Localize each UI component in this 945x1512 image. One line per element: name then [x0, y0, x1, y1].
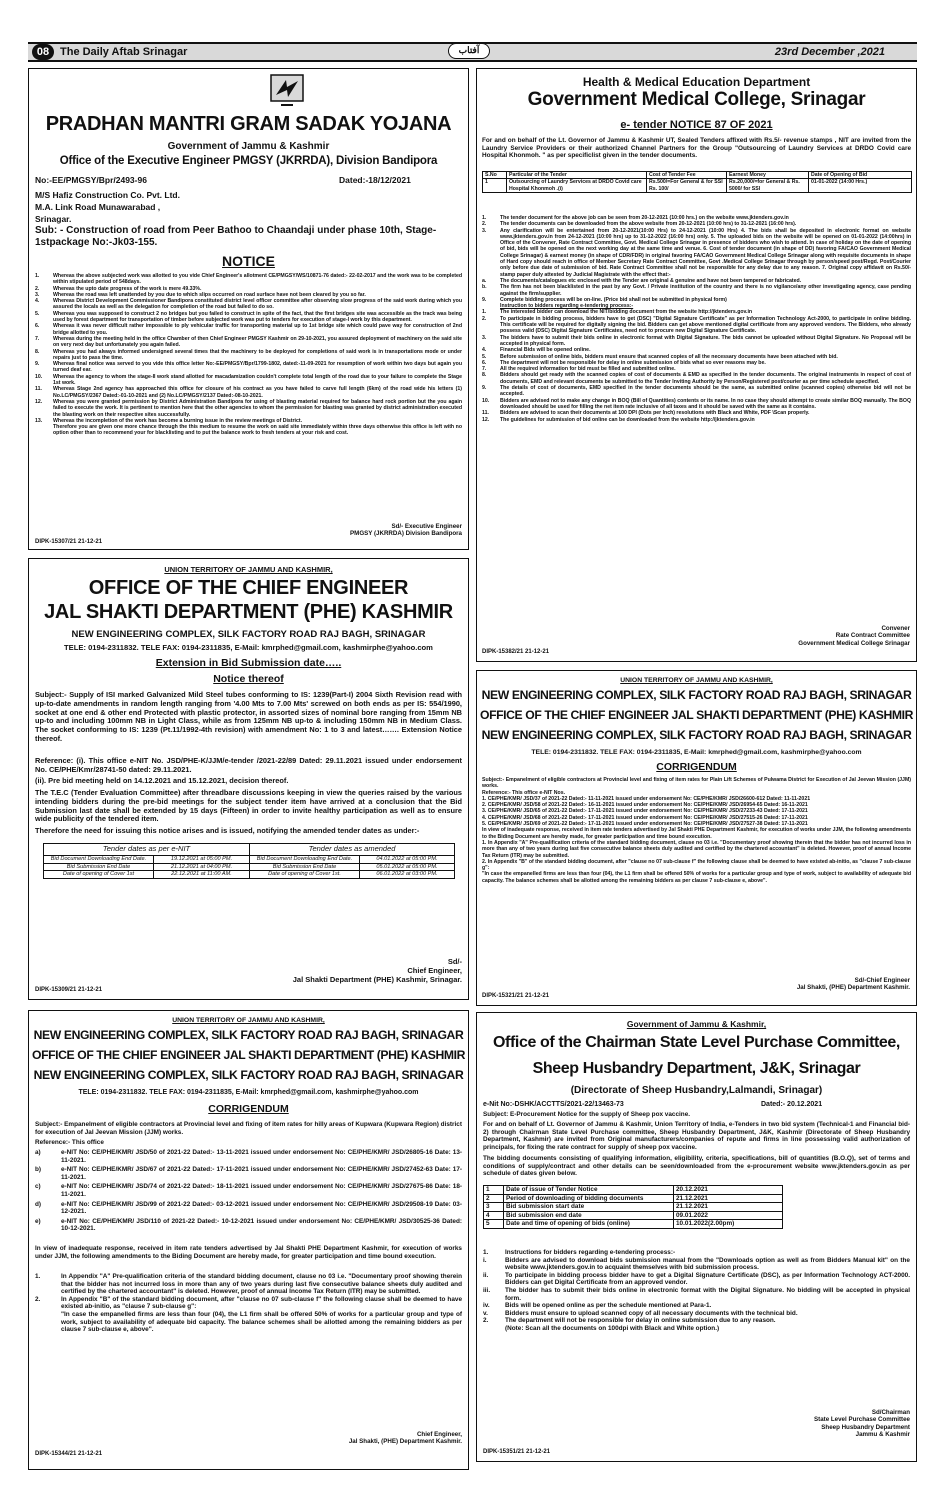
list-item: 13. Whereas the incompletion of the work has become a burning issue in the review meetings of District.	[35, 417, 303, 424]
sheep-title-2: Sheep Husbandry Department, J&K, Srinagar	[532, 1060, 861, 1077]
paragraph: 2. In Appendix "B" of the standard bidding document, after "clause no 07 sub-clause f" the following clause shall be deemed to have existed ab-initio, as "clause 7 sub-clause g":	[482, 858, 911, 872]
pmgsy-office: Office of the Executive Engineer PMGSY (JKRRDA), Division Bandipora	[59, 155, 438, 167]
gmc-intro: For and on behalf of the Lt. Governor of Jammu & Kashmir UT, Sealed Tenders affixed with Rs.5/- revenue stamps , NIT are invited from the Laundry Service Providers or their authorized Channel Partners for the Group "Outsourcing of Laundry Services at DRDO Covid care Hospital Khonmoh. " as per specificlist given in the tender documents.	[482, 137, 911, 160]
phe-signature	[293, 957, 462, 984]
list-item: 12. Whereas you were granted permission by District Administration Bandipora for using of blasting material required for balance hard rock portion but the you again failed to execute the work. It is pertinent to mention here that the other agencies to whom the permission for blasting was granted by district administration executed the blasting work on their respective sites successfully.	[35, 398, 462, 418]
kupwara-heading: CORRIGENDUM	[208, 1103, 289, 1115]
list-item: c) e-NIT No: CE/PHE/KMR/ JSD/74 of 2021-22 Dated:- 18-11-2021 issued under endorsement No: CE/PHE/KMR/ JSD/27675-86 Date: 18-11-2021.	[35, 1183, 462, 1198]
list-item: 9. Whereas final notice was served to you vide this office letter No:-EE/PMGSY/Bpr/1799-1802, dated:-11-09-2021 for resumption of work within two days but again you turned deaf ear.	[35, 361, 462, 374]
list-item: 2. Whereas the upto date progress of the work is mere 49.33%.	[35, 285, 202, 292]
table-row: 1 Date of issue of Tender Notice 20.12.2021	[484, 1186, 783, 1195]
kupwara-ut: UNION TERRITORY OF JAMMU AND KASHMIR,	[172, 1017, 325, 1024]
table-header: Tender dates as amended	[250, 844, 455, 856]
signature-line: Sd/- Executive Engineer	[391, 523, 462, 530]
list-item: Therefore you are given one more chance through the this medium to resume the work on said site immediately within three days otherwise this office is left with no option other than to recommend your for blacklisting and to put the balance work to fresh tenders at your risk and cost.	[53, 424, 462, 437]
sheep-intro-2: The bidding documents consisting of qualifying information, eligibility, criteria, specifications, bill of quantities (B.O.Q), set of terms and conditions of supply/contract and other details can be seen/downloaded from the e-procurement website www.jktenders.gov.in as per schedule of dates given below.	[483, 1155, 910, 1178]
list-item: Instruction to bidders regarding e-tendering process:-	[500, 303, 634, 310]
phe-dates-table	[43, 843, 455, 879]
phe-reference-ii: (ii). Pre bid meeting held on 14.12.2021 and 15.12.2021, decision thereof.	[35, 776, 289, 785]
kupwara-tele: TELE: 0194-2311832. TELE FAX: 0194-2311835, E-Mail: kmrphed@gmail.com, kashmirphe@yahoo.com	[78, 1089, 419, 1096]
pmgsy-logo-icon	[269, 73, 305, 109]
pmgsy-signature	[350, 523, 462, 538]
sheep-intro: For and on behalf of Lt. Governor of Jammu & Kashmir, Union Territory of India, e-Tenders in two bid system (Technical-1 and Financial bid-2) through Chairman State Level Purchase committee, Sheep Husbandry Department, J&K, Kashmir (Directorate of Sheep Husbandry Department, Kashmir) are invited from Original manufacturers/companies of repute and firms in line possessing valid authorization of principals, for fixing the rate contract for supply of sheep pox vaccine.	[483, 1121, 910, 1151]
list-item: 10. Whereas the agency to whom the stage-II work stand allotted for macadamization couldn't complete total length of the road due to your failure to complete the Stage 1st work.	[35, 373, 462, 387]
phe-tele: TELE: 0194-2311832. TELE FAX: 0194-2311835, E-Mail: kmrphed@gmail.com, kashmirphe@yahoo.com	[64, 643, 433, 652]
pulwama-signature	[797, 977, 910, 992]
signature-line: PMGSY (JKRRDA) Division Bandipora	[350, 530, 462, 538]
signature-line: Convener	[881, 625, 910, 632]
signature-line: Chief Engineer,	[416, 1431, 462, 1438]
table-row: 3 Bid submission start date 21.12.2021	[484, 1203, 783, 1212]
pmgsy-ref-date: Dated:-18/12/2021	[339, 175, 411, 185]
table-row: Bid Document Downloading End Date. 19.12.2021 at 05:00 PM. Bid Document Downloading End Date. 04.01.2022 at 05:00 PM.	[44, 855, 455, 863]
list-item: 3. Whereas the road was left unattended by you due to which slips occurred on road surface have not been cleared by you so far.	[35, 291, 366, 298]
sheep-nit-date: Dated:- 20.12.2021	[761, 1101, 823, 1108]
list-item: a. The documents/catalogues etc enclosed with the Tender are original & genuine and have not been tampered or fabricated.	[482, 277, 802, 284]
issue-date: 23rd December ,2021	[774, 46, 885, 58]
pmgsy-subject: Sub: - Construction of road from Peer Bathoo to Chaandaji under phase 10th, Stage-1stpackage No:-Jk03-155.	[35, 225, 437, 248]
pmgsy-notice	[28, 68, 469, 550]
pmgsy-dipk: DIPK-15307/21 21-12-21	[35, 539, 103, 545]
pmgsy-address-line: M/S Hafiz Construction Co. Pvt. Ltd.	[35, 190, 180, 200]
pulwama-ref: Reference:- This office e-NIT Nos.	[482, 789, 566, 796]
gmc-dipk: DIPK-15382/21 21-12-21	[482, 649, 550, 655]
phe-extension-notice	[28, 558, 469, 1000]
sheep-items	[483, 1249, 910, 1333]
signature-line: Rate Contract Committee	[835, 632, 910, 640]
sheep-govt: Government of Jammu & Kashmir,	[626, 1019, 767, 1029]
table-row: Date of opening of Cover 1st 22.12.2021 at 11:00 AM. Date of opening of Cover 1st. 06.01.2022 at 03:00 PM.	[44, 871, 455, 879]
pmgsy-address-line: Srinagar.	[35, 214, 72, 224]
list-item: 10. Bidders are advised not to make any change in BOQ (Bill of Quantities) contents or its name. In no case they should attempt to create similar BOQ manually. The BOQ downloaded should be used for filling the net item rate inclusive of all taxes and it should be saved with the same as it contains.	[482, 397, 911, 410]
list-item: 2. In Appendix "B" of the standard bidding document, after "clause no 07 sub-clause f" the following clause shall be deemed to have existed ab-initio, as "clause 7 sub-clause g":	[35, 1295, 462, 1311]
signature-line: Jal Shakti, (PHE) Department Kashmir.	[348, 1438, 462, 1446]
pmgsy-items	[35, 273, 462, 437]
list-item: 1. The interested bidder can download the NIT/bidding document from the website http://jktenders.gov.in	[482, 309, 753, 316]
sheep-schedule-table	[483, 1185, 783, 1229]
list-item: 3. The bidders have to submit their bids online in electronic format with Digital Signature. The bids cannot be uploaded without Digital Signature. No Proposal will be accepted in physical form.	[482, 334, 911, 347]
newspaper-logo: آفتاب	[448, 43, 490, 59]
list-item: a) e-NIT No: CE/PHE/KMR/ JSD/50 of 2021-22 Dated:- 13-11-2021 issued under endorsement No: CE/PHE/KMR/ JSD/26805-16 Date: 13-11-2021.	[35, 1149, 462, 1164]
pulwama-subject: Subject:- Empanelment of eligible contractors at Provincial level and fixing of item rates for Plain Lift Schemes of Pulwama District for Execution of Jal Jeevan Mission (JJM) works.	[482, 777, 911, 790]
list-item: (Note: Scan all the documents on 100dpi with Black and White option.)	[505, 1324, 720, 1332]
pulwama-line-1: NEW ENGINEERING COMPLEX, SILK FACTORY ROAD RAJ BAGH, SRINAGAR	[481, 688, 912, 702]
sheep-dipk: DIPK-15351/21 21-12-21	[483, 1449, 551, 1455]
list-item: 4. Financial Bids will be opened online.	[482, 347, 591, 354]
signature-line: Jal Shakti, (PHE) Department Kashmir.	[796, 984, 910, 992]
phe-reference: Reference: (i). This office e-NIT No. JSD/PHE-K/JJM/e-tender /2021-22/89 Dated: 29.11.2021 issued under endorsement No. CE/PHE/Kmr/28741-50 dated: 29.11.2021.	[35, 756, 462, 774]
phe-title-1: OFFICE OF THE CHIEF ENGINEER	[88, 577, 409, 599]
signature-line: Sd/-Chief Engineer	[854, 977, 910, 984]
list-item: 9. The details of cost of documents, EMD specified in the tender documents should be the same, as submitted online (scanned copies) otherwise bid will not be accepted.	[482, 385, 911, 398]
corrigendum-pulwama	[476, 670, 917, 1006]
list-item: 7. All the required information for bid must be filled and submitted online.	[482, 366, 676, 373]
kupwara-ref: Reference:- This office	[35, 1139, 104, 1146]
corrigendum-kupwara	[28, 1010, 469, 1470]
sheep-nit-no: e-Nit No:-DSHK/ACCTTS/2021-22/13463-73	[483, 1101, 624, 1108]
list-item: 4. Whereas District Development Commissioner Bandipora constituted district level officer committee after observing slow progress of the said work during which you assured the locals as well as the delegation for completion of the road but failed to do so.	[35, 298, 462, 311]
phe-ut: UNION TERRITORY OF JAMMU AND KASHMIR,	[164, 565, 333, 574]
pmgsy-notice-heading: NOTICE	[222, 253, 275, 269]
sheep-subject: Subject: E-Procurement Notice for the supply of Sheep pox vaccine.	[483, 1111, 691, 1118]
list-item: 8. Bidders should get ready with the scanned copies of cost of documents & EMD as specified in the tender documents. The original instruments in respect of cost of documents, EMD and relevant documents be submitted to the Tender Inviting Authority by Person/Registered post/courier as per time schedule specified.	[482, 372, 911, 385]
list-item: 2. To participate in bidding process, bidders have to get (DSC) "Digital Signature Certificate" as per Information Technology Act-2000, to participate in online bidding. This certificate will be required for digitally signing the bid. Bidders can get above mentioned digital certificate from any approved vendors. The Bidders, who already possess valid (DSC) Digital Signature Certificates, need not to procure new Digital Signature Certificate.	[482, 315, 911, 335]
signature-line: Jammu & Kashmir	[855, 1431, 910, 1439]
gmc-title: Government Medical College, Srinagar	[527, 89, 866, 110]
kupwara-signature	[349, 1431, 462, 1446]
list-item: i. Bidders are advised to download bids submission manual from the "Downloads option as well as from Bidders Manual kit" on the website www.jktenders.gov.in to acquaint themselves with bid submission process.	[483, 1256, 910, 1272]
phe-dipk: DIPK-15309/21 21-12-21	[35, 987, 103, 993]
gmc-signature	[798, 625, 910, 647]
table-row: S.No Particular of the Tender Cost of Tender Fee Earnest Money Date of Opening of Bid	[483, 172, 912, 179]
phe-therefore: Therefore the need for issuing this notice arises and is issued, notifying the amended tender dates as under:-	[35, 826, 420, 835]
kupwara-body: In view of inadequate response, received in item rate tenders advertised by Jal Shakti PHE Department Kashmir, for execution of works under JJM, the following amendments to the Biding Document are hereby made, for greater participation and time bound execution.	[35, 1245, 462, 1260]
list-item: 8. Whereas you had always informed undersigned several times that the machinery to be deployed for completions of said work is in transportations mode or under repairs just to pass the time.	[35, 348, 462, 361]
phe-address: NEW ENGINEERING COMPLEX, SILK FACTORY ROAD RAJ BAGH, SRINAGAR	[71, 629, 426, 640]
list-item: 1. CE/PHE/KMR/ JSD/37 of 2021-22 Dated:- 11-11-2021 issued under endorsement No: CE/PHE/KMR/ JSD/26600-612 Dated: 11-11-2021	[482, 795, 811, 802]
list-item: 2. The tender documents can be downloaded from the above website from 20-12-2021 (10:00 hrs) to 31-12-2021 (16:00 hrs).	[482, 221, 797, 228]
pulwama-ut: UNION TERRITORY OF JAMMU AND KASHMIR,	[620, 677, 773, 684]
list-item: 11. Whereas Stage 2nd agency has approached this office for closure of his contract as you have failed to carve full length (6km) of the road wide his letters (1) No.LC/PMGSY/2367 Dated:-01-10-2021 and (2) No.LC/PMGSY/2137 Dated:-08-10-2021.	[35, 386, 462, 399]
list-item: b) e-NIT No: CE/PHE/KMR/ JSD/67 of 2021-22 Dated:- 17-11-2021 issued under endorsement No: CE/PHE/KMR/ JSD/27452-63 Date: 17-11-2021.	[35, 1166, 462, 1181]
pmgsy-title: PRADHAN MANTRI GRAM SADAK YOJANA	[45, 113, 452, 135]
list-item: 7. Whereas during the meeting held in the office Chamber of then Chief Engineer PMGSY Kashmir on 29-10-2021, you assured deployment of machinery on the said site on very next day but unfortunately you again failed.	[35, 335, 462, 349]
signature-line: Government Medical College Srinagar	[798, 639, 910, 647]
sheep-title-1: Office of the Chairman State Level Purchase Committee,	[493, 1034, 900, 1051]
list-item: 6. The department will not be responsible for delay in online submission of bids what so ever reasons may be.	[482, 359, 766, 366]
list-item: v. Bidders must ensure to upload scanned copy of all necessary documents with the technical bid.	[483, 1309, 798, 1317]
list-item: 2. CE/PHE/KMR/ JSD/58 of 2021-22 Dated:- 16-11-2021 issued under endorsement No: CE/PHE/KMR/ JSD/26954-65 Dated: 16-11-2021	[482, 802, 808, 809]
list-item: iv. Bids will be opened online as per the schedule mentioned at Para-1.	[483, 1302, 712, 1310]
table-row: 5 Date and time of opening of bids (online) 10.01.2022(2.00pm)	[484, 1220, 783, 1229]
phe-title-2: JAL SHAKTI DEPARTMENT (PHE) KASHMIR	[44, 601, 453, 623]
pulwama-heading: CORRIGENDUM	[656, 761, 737, 773]
list-item: iii. The bidder has to submit their bids online in electronic format with the Digital Signature. No bidding will be accepted in physical form.	[483, 1286, 910, 1302]
pmgsy-address-line: M.A. Link Road Munawarabad ,	[35, 202, 161, 212]
gmc-dept: Health & Medical Education Department	[582, 75, 811, 89]
signature-line: State Level Purchase Committee	[814, 1416, 910, 1424]
list-item: 5. Before submission of online bids, bidders must ensure that scanned copies of all the necessary documents have been attached with bid.	[482, 353, 838, 360]
signature-line: Sd/-	[447, 957, 462, 966]
list-item: 3. CE/PHE/KMR/ JSD/65 of 2021-22 Dated:- 17-11-2021 issued under endorsement No: CE/PHE/KMR/ JSD/27233-43 Dated: 17-11-2021	[482, 808, 808, 815]
list-item: 5. CE/PHE/KMR/ JSD/69 of 2021-22 Dated:- 17-11-2021 issued under endorsement No: CE/PHE/KMR/ JSD/27527-38 Dated: 17-11-2021	[482, 821, 808, 828]
list-item: 11. Bidders are advised to scan their documents at 100 DPI (Dots per Inch) resolutions with Black and White, PDF \Scan properly.	[482, 410, 810, 417]
gmc-table	[482, 171, 912, 193]
table-row: Bid Submission End Date 21.12.2021 at 04:00 PM. Bid Submission End Date 05.01.2022 at 05:00 PM.	[44, 863, 455, 871]
list-item: 1. Whereas the above subjected work was allotted to you vide Chief Engineer's allotment CE/PMGSY/WS/10871-76 dated:- 22-02-2017 and the work was to be completed within stipulated period of 548days.	[35, 273, 462, 286]
kupwara-subject: Subject:- Empanelment of eligible contractors at Provincial level and fixing of item rates for hilly areas of Kupwara (Kupwara Region) district for execution of Jal Jeevan Mission (JJM) works.	[35, 1121, 462, 1136]
table-row: 4 Bid submission end date 09.01.2022	[484, 1211, 783, 1220]
pulwama-line-2: OFFICE OF THE CHIEF ENGINEER JAL SHAKTI DEPARTMENT (PHE) KASHMIR	[479, 708, 914, 722]
pulwama-body	[482, 777, 911, 884]
signature-line: Chief Engineer,	[407, 966, 462, 975]
phe-notice-heading: Notice thereof	[213, 673, 284, 685]
phe-extension-heading: Extension in Bid Submission date…..	[155, 657, 342, 669]
page-number: 08	[32, 44, 54, 60]
list-item: 4. CE/PHE/KMR/ JSD/68 of 2021-22 Dated:- 17-11-2021 issued under endorsement No: CE/PHE/KMR/ JSD/27515-26 Dated: 17-11-2021	[482, 814, 808, 821]
phe-subject: Subject:- Supply of ISI marked Galvanized Mild Steel tubes conforming to IS: 1239(Part-I) 2004 Sixth Revision read with up-to-date amendments in random length ranging from '4.00 Mts to 7.00 Mts' screwed on both ends as per IS: 554/1990, socket at one end & other end Protected with plastic protector, in assorted sizes of nominal bore ranging from 15mm NB up-to and including 100mm NB in Light Class, while as from 125mm NB up-to & including 150mm NB in Medium Class. The socket conforming to IS: 1239 (Pt.11/1992-4th revision) with amendment No: 1 to 3 and latest……. Extension Notice thereof.	[35, 690, 462, 743]
signature-line: Jal Shakti Department (PHE) Kashmir, Srinagar.	[292, 975, 462, 984]
newspaper-name: The Daily Aftab Srinagar	[60, 46, 188, 58]
sheep-signature	[814, 1409, 910, 1439]
kupwara-refs	[35, 1149, 462, 1235]
kupwara-line-3: NEW ENGINEERING COMPLEX, SILK FACTORY ROAD RAJ BAGH, SRINAGAR	[33, 1068, 464, 1082]
list-item: "In case the empanelled firms are less than four (04), the L1 firm shall be offered 50% of works for a particular group and type of work, subject to availability of adequate bid capacity. The balance schemes shall be allotted among the remaining bidders as per clause 7 sub-clause e, above".	[61, 1310, 462, 1334]
list-item: 1. Instructions for bidders regarding e-tendering process:-	[483, 1249, 676, 1256]
list-item: 3. Any clarification will be entertained from 20-12-2021(10:00 Hrs) to 24-12-2021 (10:00 Hrs) 4. The bids shall be deposited in electronic format on website www.jktenders.gov.in from 24-12-2021 (10:00 hrs) up to 31-12-2022 (16:00 hrs) only. 5. The uploaded bids on the website will be opened on 01-01-2022 (14:00hrs) in Office of the Convener, Rate Contract Committee, Govt. Medical College Srinagar in presence of bidders who wish to attend. In case of holiday on the date of opening of bid, bids will be opened on the next working day at the same time and venue. 6. Cost of tender document (in shape of DD) favoring FA/CAO Government Medical College Srinagar) & earnest money (in shape of CDR/FDR) in original favoring FA/CAO Government Medical College Srinagar along with requisite documents in shape of Hard copy should reach in office of Member Secretary Rate Contract Committee, Govt .Medical College Srinagar through by person/speed post/Regd. Post/Courier only before due date of submission of bid. Rate Contract Committee shall not be responsible for any delay due to any reason. 7. Original copy affidavit on Rs.50/- stamp paper duly attested by Judicial Magistrate with the effect that:-	[482, 227, 911, 278]
pmgsy-ref-no: No:-EE/PMGSY/Bpr/2493-96	[35, 175, 147, 185]
pulwama-line-3: NEW ENGINEERING COMPLEX, SILK FACTORY ROAD RAJ BAGH, SRINAGAR	[481, 728, 912, 742]
list-item: 6. Whereas it was never difficult rather impossible to ply vehicular traffic for transporting material up to 1st bridge site which could pave way for construction of 2nd bridge allotted to you.	[35, 323, 462, 336]
gmc-tender	[476, 68, 917, 662]
list-item: 5. Whereas you was supposed to construct 2 no bridges but you failed to construct in spite of the fact, that the first bridges site was accessible as the track was being used by forest department for transportation of timber before subjected work was put to tenders for execution of stage-I work by this department.	[35, 310, 462, 324]
sheep-husbandry-tender	[476, 1012, 917, 1462]
list-item: d) e-NIT No: CE/PHE/KMR/ JSD/99 of 2021-22 Dated:- 03-12-2021 issued under endorsement No: CE/PHE/KMR/ JSD/29508-19 Date: 03-12-2021.	[35, 1200, 462, 1216]
pmgsy-address	[35, 189, 180, 225]
list-item: 1. In Appendix "A" Pre-qualification criteria of the standard bidding document, clause no 03 i.e. "Documentary proof showing therein that the bidder has not incurred loss in more than any of two years during last five consecutive balance sheets duly audited and certified by the chartered accountant" is deleted. However, proof of annual Income Tax Return (ITR) may be submitted.	[35, 1273, 462, 1296]
table-header: Tender dates as per e-NIT	[44, 844, 250, 856]
list-item: b. The firm has not been blacklisted in the past by any Govt. / Private institution of the country and there is no vigilance/any other investigating agency, case pending against the firm/supplier.	[482, 284, 911, 297]
list-item: 1. The tender document for the above job can be seen from 20-12-2021 (10:00 hrs.) on the website www.jktenders.gov.in	[482, 215, 789, 221]
list-item: 9. Complete bidding process will be on-line. (Price bid shall not be submitted in physical form)	[482, 296, 727, 303]
table-row	[44, 844, 455, 856]
phe-body: The T.E.C (Tender Evaluation Committee) after threadbare discussions keeping in view the queries raised by the various intending bidders during the pre-bid meetings for the subject tender item have arrived at a conclusion that the Bid Submission last date shall be extended by 15 days (Fifteen) in order to invite healthy participation as well as to ensure wide publicity of the tendered item.	[35, 788, 462, 824]
table-row: 2 Period of downloading of bidding documents 21.12.2021	[484, 1194, 783, 1203]
list-item: ii. To participate in bidding process bidder have to get a Digital Signature Certificate (DSC), as per Information Technology ACT-2000. Bidders can get Digital Certificate from an approved vendor.	[483, 1271, 910, 1287]
paragraph: In view of inadequate response, received in item rate tenders advertised by Jal Shakti PHE Department Kashmir, for execution of works under JJM, the following amendments to the Biding Document are hereby made, for greater participation and time bound execution.	[482, 827, 911, 840]
gmc-items	[482, 215, 911, 423]
paragraph: 1. In Appendix "A" Pre-qualification criteria of the standard bidding document, clause no 03 i.e. "Documentary proof showing therein that the bidder has not incurred loss in more than any of two years during last five consecutive balance sheets duly audited and certified by the chartered accountant" is deleted. However, proof of annual Income Tax Return (ITR) may be submitted.	[482, 839, 911, 859]
kupwara-line-2: OFFICE OF THE CHIEF ENGINEER JAL SHAKTI DEPARTMENT (PHE) KASHMIR	[31, 1048, 466, 1062]
paragraph: "In case the empanelled firms are less than four (04), the L1 firm shall be offered 50% of works for a particular group and type of work, subject to availability of adequate bid capacity. The balance schemes shall be allotted among the remaining bidders as per clause 7 sub-clause e, above".	[482, 871, 911, 884]
list-item: e) e-NIT No: CE/PHE/KMR/ JSD/110 of 2021-22 Dated:- 10-12-2021 issued under endorsement No: CE/PHE/KMR/ JSD/30525-36 Dated: 10-12-2021.	[35, 1217, 462, 1233]
table-row: 1 Outsourcing of Laundry Services at DRDO Covid care Hospital Khonmoh .(i) Rs.500/=For General & for SSI Rs. 100/ Rs.20,000/=for General & Rs. 5000/ for SSI 01-01-2022 (14:00 Hrs.)	[483, 179, 912, 193]
list-item: 12. The guidelines for submission of bid online can be downloaded from the website http://jktenders.gov.in	[482, 416, 755, 423]
gmc-notice: e- tender NOTICE 87 OF 2021	[620, 119, 773, 131]
kupwara-line-1: NEW ENGINEERING COMPLEX, SILK FACTORY ROAD RAJ BAGH, SRINAGAR	[33, 1028, 464, 1042]
kupwara-dipk: DIPK-15344/21 21-12-21	[35, 1451, 103, 1457]
list-item: 2. The department will not be responsible for delay in online submission due to any reason.	[483, 1317, 776, 1325]
pmgsy-govt: Government of Jammu & Kashmir	[167, 141, 330, 152]
signature-line: Sd/Chairman	[871, 1409, 910, 1416]
pulwama-tele: TELE: 0194-2311832. TELE FAX: 0194-2311835, E-Mail: kmrphed@gmail.com, kashmirphe@yahoo.com	[531, 749, 862, 756]
sheep-sub: (Directorate of Sheep Husbandry,Lalmandi, Srinagar)	[570, 1085, 823, 1096]
kupwara-items	[35, 1273, 462, 1334]
signature-line: Sheep Husbandry Department	[821, 1423, 910, 1431]
pulwama-dipk: DIPK-15321/21 21-12-21	[482, 993, 550, 999]
